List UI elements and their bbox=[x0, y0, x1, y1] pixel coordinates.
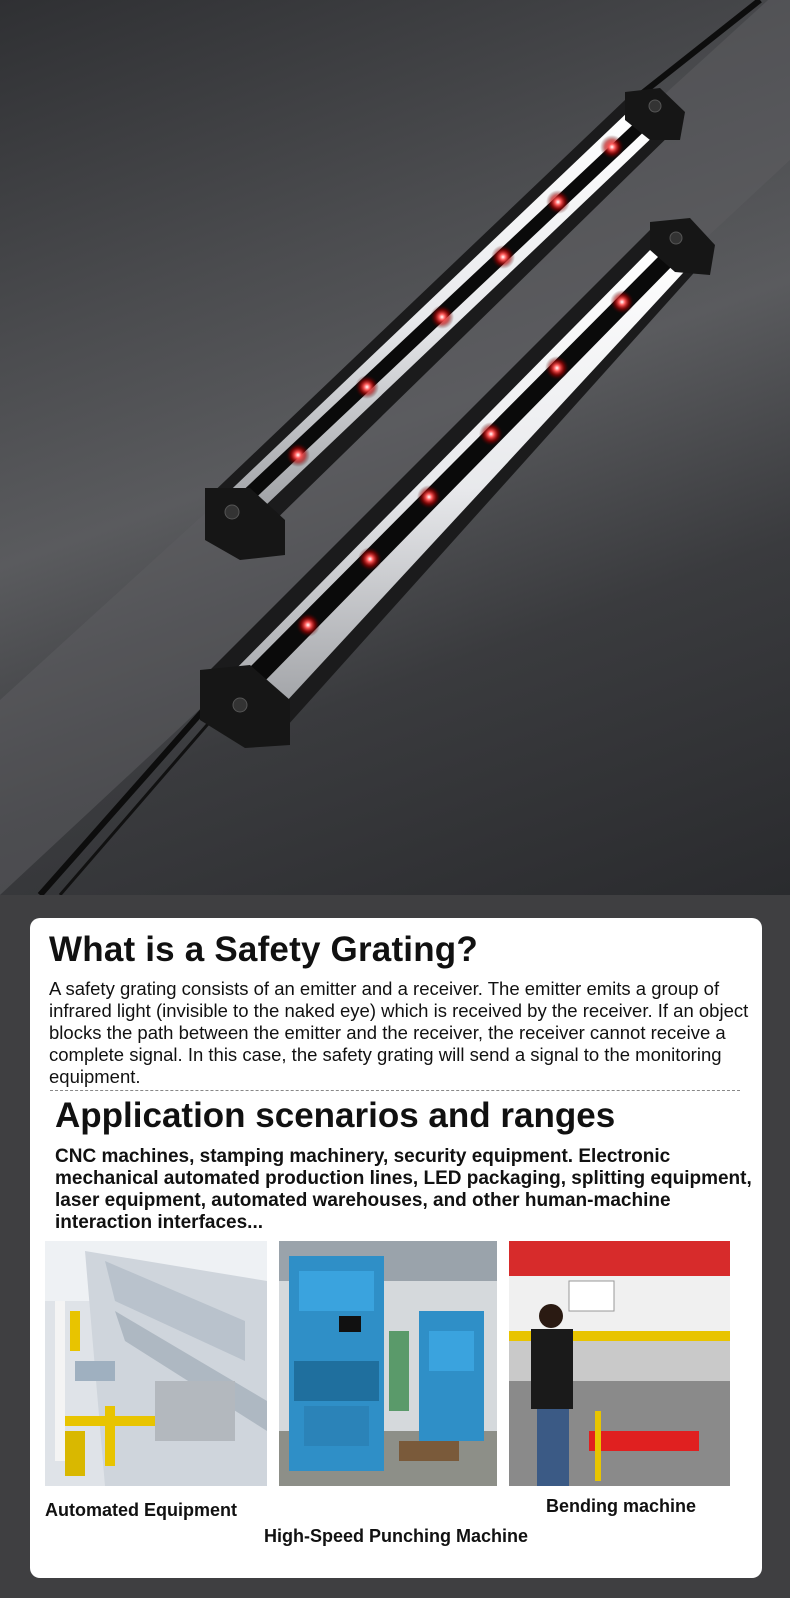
caption-automated-equipment: Automated Equipment bbox=[45, 1500, 237, 1520]
safety-grating-description: A safety grating consists of an emitter and a receiver. The emitter emits a group of infrared light (invisible to the naked eye) which is received by the receiver. If an object blocks the path between the emitter and the receiver, the receiver cannot receive a complete signal. In this case, the safety grating will send a signal to the monitoring equipment. bbox=[49, 978, 749, 1087]
applications-description: CNC machines, stamping machinery, security equipment. Electronic mechanical automated production lines, LED packaging, splitting equipment, laser equipment, automated warehouses, and other human-machine interaction interfaces... bbox=[55, 1146, 752, 1233]
caption-bending-machine: Bending machine bbox=[546, 1496, 697, 1516]
section-title-applications: Application scenarios and ranges bbox=[55, 1096, 616, 1135]
photo-automated-equipment bbox=[45, 1241, 267, 1486]
caption-punching-machine: High-Speed Punching Machine bbox=[264, 1526, 529, 1546]
photo-bending-machine bbox=[509, 1241, 730, 1486]
photo-high-speed-punching-machine bbox=[279, 1241, 497, 1486]
divider bbox=[50, 1090, 740, 1091]
section-title-safety-grating: What is a Safety Grating? bbox=[49, 930, 478, 969]
info-card bbox=[30, 918, 762, 1578]
